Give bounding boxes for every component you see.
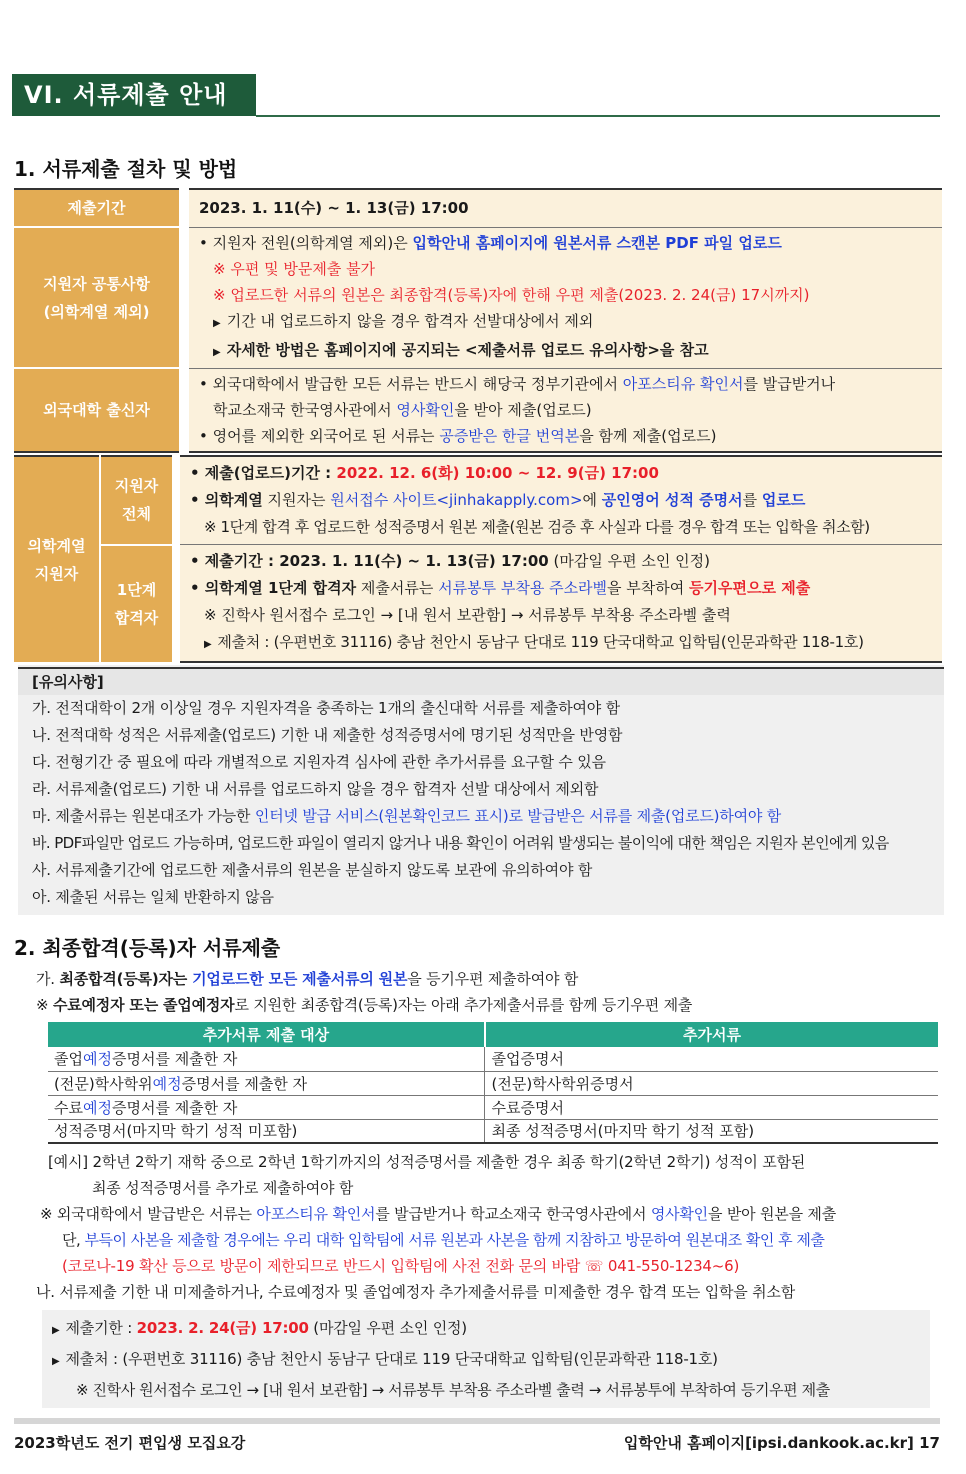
notes-box [18,665,944,915]
common-line4 [199,308,934,337]
foreign-note-line2 [62,1228,824,1253]
common-label-line2: (의학계열 제외) [43,302,150,321]
table-cell-docs: (전문)학사학위증명서 [485,1071,938,1095]
note-item-5-a: 마. 제출서류는 원본대조가 가능한 [32,807,255,825]
medical-stage1-line2-c: 서류봉투 부착용 주소라벨 [438,579,608,597]
common-line3: ※ 업로드한 서류의 원본은 최종합격(등록)자에 한해 우편 제출(2023. 2. 24(금) 17시까지) [213,285,810,304]
medical-stage1-line1-a: • 제출기간 : 2023. 1. 11(수) ~ 1. 13(금) 17:00 [190,552,549,570]
foreign-row [14,368,942,452]
note-item-5-b: 인터넷 발급 서비스(원본확인코드 표시)로 발급받은 서류를 제출(업로드)하여야 함 [254,807,782,825]
foreign-line3-b: 공증받은 한글 번역본 [439,426,580,445]
table-cell-target [48,1119,485,1143]
part2-line1-a: 가. [36,970,60,988]
note-item: 가. 전적대학이 2개 이상일 경우 지원자격을 충족하는 1개의 출신대학 서류를 제출하여야 함 [32,699,620,717]
common-line1 [199,230,934,256]
common-label [14,227,184,368]
foreign-line1-b: 아포스티유 확인서 [622,374,744,393]
cell-a1: 졸업 [54,1050,83,1069]
medical-all-line2-g: 업로드 [761,491,806,509]
submission-info-box [42,1310,930,1408]
medical-all-line2-e: 공인영어 성적 증명서 [601,491,743,509]
table-header-docs: 추가서류 [485,1022,938,1047]
notes-title: [유의사항] [18,667,944,695]
triangle-bullet-icon: ▶ [213,317,221,329]
note-item: 나. 전적대학 성적은 서류제출(업로드) 기한 내 제출한 성적증명서에 명기된 성적만을 반영함 [32,726,623,744]
medical-all-line3: ※ 1단계 합격 후 업로드한 성적증명서 원본 제출(원본 검증 후 사실과 다를 경우 합격 또는 입학을 취소함) [204,518,870,536]
medical-all-line2-b: 지원자는 [262,491,331,509]
table-cell-docs: 졸업증명서 [485,1047,938,1071]
medical-all-label-line1: 지원자 [114,477,159,496]
box-line1-b: 2023. 2. 24(금) 17:00 [136,1319,309,1337]
table-cell-target [48,1047,485,1071]
example-line1: [예시] 2학년 2학기 재학 중으로 2학년 1학기까지의 성적증명서를 제출한 경우 최종 학기(2학년 2학기) 성적이 포함된 [48,1153,806,1171]
foreign-note-1e: 을 받아 원본을 제출 [707,1205,837,1223]
foreign-label: 외국대학 출신자 [14,368,184,452]
foreign-line1-a: • 외국대학에서 발급한 모든 서류는 반드시 해당국 정부기관에서 [199,374,623,393]
cell-a1: (전문)학사학위 [54,1074,153,1093]
foreign-line1-c: 를 발급받거나 [743,374,836,393]
submission-table [14,188,942,453]
table-cell-docs: 최종 성적증명서(마지막 학기 성적 포함) [485,1119,938,1143]
foreign-line1 [199,371,934,397]
foreign-note-line1 [40,1202,836,1227]
footer-right: 입학안내 홈페이지[ipsi.dankook.ac.kr] 17 [623,1434,940,1452]
foreign-note-2b: 부득이 사본을 제출할 경우에는 우리 대학 입학팀에 서류 원본과 사본을 함께 지참하고 방문하여 원본대조 확인 후 제출 [84,1231,825,1249]
medical-stage1-row [14,545,942,663]
cell-a1: 성적증명서(마지막 학기 성적 미포함) [54,1122,298,1141]
foreign-line2-c: 을 받아 제출(업로드) [454,400,592,419]
common-line1-text: • 지원자 전원(의학계열 제외)은 [199,233,413,252]
triangle-bullet-icon: ▶ [213,346,221,358]
medical-stage1-label-line2: 합격자 [114,608,159,627]
medical-outer-label-line2: 지원자 [34,564,79,583]
medical-outer-label-line1: 의학계열 [27,536,86,555]
foreign-content [184,368,942,452]
foreign-note-1a: ※ 외국대학에서 발급받은 서류는 [40,1205,257,1223]
medical-all-label [100,456,176,545]
table-row [48,1095,938,1119]
part2-line2 [36,993,692,1018]
note-item: 아. 제출된 서류는 일체 반환하지 않음 [32,888,274,906]
foreign-line3 [199,423,934,449]
medical-stage1-line2 [190,575,934,602]
common-line5 [199,337,934,366]
medical-stage1-line3: ※ 진학사 원서접수 로그인 → [내 원서 보관함] → 서류봉투 부착용 주소라벨 출력 [204,606,731,624]
part2-line1-c: 기업로드한 모든 제출서류의 원본 [187,970,408,988]
common-content [184,227,942,368]
additional-docs-table [48,1022,938,1144]
medical-stage1-line1-b: (마감일 우편 소인 인정) [548,552,710,570]
triangle-bullet-icon: ▶ [204,639,212,650]
cell-a2: 예정 [152,1074,182,1093]
common-line1-highlight: 입학안내 홈페이지에 원본서류 스캔본 PDF 파일 업로드 [412,233,782,252]
medical-stage1-line2-b: 제출서류는 [356,579,439,597]
table-cell-target [48,1095,485,1119]
footer-left: 2023학년도 전기 편입생 모집요강 [14,1434,246,1452]
footer-divider [14,1418,940,1424]
foreign-line2-a: 학교소재국 한국영사관에서 [213,400,397,419]
table-cell-target [48,1071,485,1095]
part2-heading: 2. 최종합격(등록)자 서류제출 [14,936,281,960]
medical-all-line2-c: 원서접수 사이트<jinhakapply.com> [330,491,583,509]
table-cell-docs: 수료증명서 [485,1095,938,1119]
foreign-note-1d: 영사확인 [650,1205,708,1223]
part2-line1-d: 을 등기우편 제출하여야 함 [407,970,579,988]
medical-all-content [176,456,942,545]
triangle-bullet-icon: ▶ [52,1325,60,1336]
note-item: 사. 서류제출기간에 업로드한 제출서류의 원본을 분실하지 않도록 보관에 유의하여야 함 [32,861,593,879]
medical-stage1-line4-text: 제출처 : (우편번호 31116) 충남 천안시 동남구 단대로 119 단국대학교 입학팀(인문과학관 118-1호) [217,633,864,651]
note-item: 바. PDF파일만 업로드 가능하며, 업로드한 파일이 열리지 않거나 내용 확인이 어려워 발생되는 불이익에 대한 책임은 지원자 본인에게 있음 [32,834,889,852]
note-item-5 [18,803,944,830]
common-line5-text: 자세한 방법은 홈페이지에 공지되는 <제출서류 업로드 유의사항>을 참고 [226,340,709,359]
period-label: 제출기간 [14,189,184,227]
medical-stage1-line1 [190,548,934,575]
note-item: 다. 전형기간 중 필요에 따라 개별적으로 지원자격 심사에 관한 추가서류를 요구할 수 있음 [32,753,606,771]
section-title: VI. 서류제출 안내 [12,74,256,116]
cell-a2: 예정 [82,1050,112,1069]
section-title-underline [256,115,940,117]
common-line2: ※ 우편 및 방문제출 불가 [213,259,376,278]
triangle-bullet-icon: ▶ [52,1356,60,1367]
medical-all-row [14,456,942,545]
period-row [14,189,942,227]
medical-table [14,455,942,663]
box-line1-a: 제출기한 : [65,1319,137,1337]
medical-all-line2-d: 에 [582,491,602,509]
cell-a3: 증명서를 제출한 자 [111,1050,238,1069]
part2-line1 [36,967,578,992]
medical-stage1-label [100,545,176,663]
common-line4-text: 기간 내 업로드하지 않을 경우 합격자 선발대상에서 제외 [226,311,594,330]
medical-stage1-line2-a: • 의학계열 1단계 합격자 [190,579,357,597]
part2-line2-c: 로 지원한 최종합격(등록)자는 아래 추가제출서류를 함께 등기우편 제출 [234,996,693,1014]
part2-line-na: 나. 서류제출 기한 내 미제출하거나, 수료예정자 및 졸업예정자 추가제출서류를 미제출한 경우 합격 또는 입학을 취소함 [36,1283,796,1301]
medical-all-line1 [190,460,934,487]
foreign-note-1b: 아포스티유 확인서 [256,1205,376,1223]
note-item: 라. 서류제출(업로드) 기한 내 서류를 업로드하지 않을 경우 합격자 선발 대상에서 제외함 [32,780,599,798]
box-line3: ※ 진학사 원서접수 로그인 → [내 원서 보관함] → 서류봉투 부착용 주소라벨 출력 → 서류봉투에 부착하여 등기우편 제출 [76,1381,830,1399]
common-row [14,227,942,368]
cell-a3: 증명서를 제출한 자 [181,1074,308,1093]
cell-a3: 증명서를 제출한 자 [111,1098,238,1117]
table-header-target: 추가서류 제출 대상 [48,1022,485,1047]
medical-stage1-line2-d: 을 부착하여 [607,579,690,597]
table-row [48,1047,938,1071]
example-line2: 최종 성적증명서를 추가로 제출하여야 함 [92,1179,354,1197]
foreign-line2 [199,397,934,423]
medical-stage1-label-line1: 1단계 [116,580,157,599]
medical-all-line2-a: • 의학계열 [190,491,263,509]
box-line1 [52,1314,930,1345]
foreign-line3-c: 을 함께 제출(업로드) [579,426,717,445]
table-row [48,1071,938,1095]
medical-outer-label [14,456,100,662]
box-line1-c: (마감일 우편 소인 인정) [308,1319,467,1337]
foreign-note-line3: (코로나-19 확산 등으로 방문이 제한되므로 반드시 입학팀에 사전 전화 문의 바람 ☏ 041-550-1234~6) [62,1257,740,1275]
medical-stage1-line4 [190,629,934,658]
medical-all-line2 [190,487,934,514]
cell-a2: 예정 [82,1098,112,1117]
medical-all-line1-a: • 제출(업로드)기간 : [190,464,337,482]
part1-heading: 1. 서류제출 절차 및 방법 [14,157,238,181]
box-line2-text: 제출처 : (우편번호 31116) 충남 천안시 동남구 단대로 119 단국대학교 입학팀(인문과학관 118-1호) [65,1350,718,1368]
part2-line2-b: 수료예정자 또는 졸업예정자 [52,996,235,1014]
table-header-row [48,1022,938,1047]
table-row [48,1119,938,1143]
period-value: 2023. 1. 11(수) ~ 1. 13(금) 17:00 [184,189,942,227]
foreign-line3-a: • 영어를 제외한 외국어로 된 서류는 [199,426,440,445]
part2-line1-b: 최종합격(등록)자는 [59,970,188,988]
medical-all-label-line2: 전체 [122,505,151,524]
foreign-note-2a: 단, [62,1231,85,1249]
cell-a1: 수료 [54,1098,83,1117]
part2-line2-a: ※ [36,996,53,1014]
medical-stage1-content [176,545,942,663]
common-label-line1: 지원자 공통사항 [43,274,150,293]
medical-stage1-line2-e: 등기우편으로 제출 [689,579,811,597]
foreign-line2-b: 영사확인 [396,400,455,419]
medical-all-line2-f: 를 [742,491,762,509]
foreign-note-1c: 를 발급받거나 학교소재국 한국영사관에서 [375,1205,651,1223]
medical-all-line1-b: 2022. 12. 6(화) 10:00 ~ 12. 9(금) 17:00 [336,464,659,482]
box-line2 [52,1345,930,1376]
